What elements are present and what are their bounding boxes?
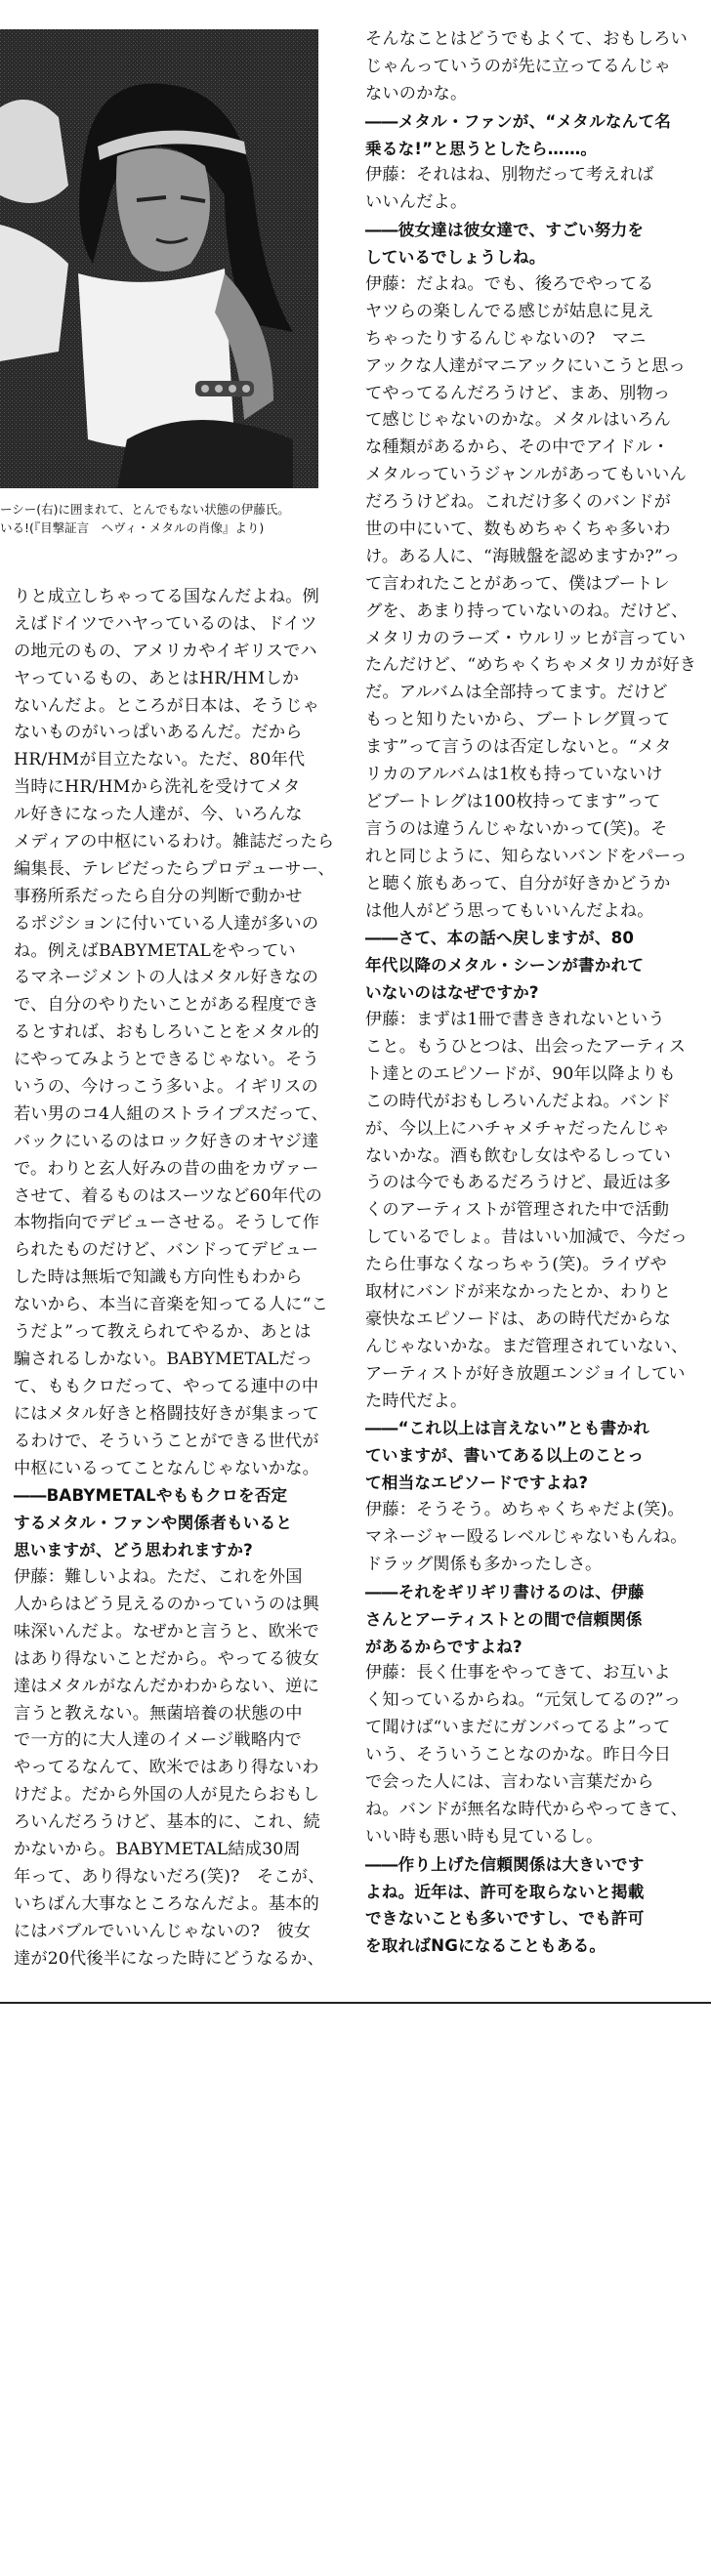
text-line: で一方的に大人達のイメージ戦略内で — [14, 1730, 303, 1751]
text-line: たら仕事なくなっちゃう(笑)。ライヴや — [365, 1255, 667, 1275]
interviewer-question-line: 思いますが、どう思われますか? — [14, 1541, 253, 1560]
text-line: 伊藤：それはね、別物だって考えれば — [365, 165, 654, 186]
text-line: そんなことはどうでもよくて、おもしろい — [365, 29, 689, 49]
text-line: るとすれば、おもしろいことをメタル的 — [14, 1022, 319, 1043]
text-line: 味深いんだよ。なぜかと言うと、欧米で — [14, 1621, 319, 1641]
text-line: もっと知りたいから、ブートレグ買って — [365, 710, 671, 730]
text-line: たんだけど、“めちゃくちゃメタリカが好き — [365, 655, 697, 676]
text-line: だろうけどね。これだけ多くのバンドが — [365, 492, 671, 513]
text-line: メディアの中枢にいるわけ。雑誌だったら — [14, 832, 335, 852]
interviewer-question-line: ――“これ以上は言えない”とも書かれ — [365, 1419, 649, 1438]
caption-line-1: ーシー(右)に囲まれて、とんでもない状態の伊藤氏。 — [0, 502, 290, 517]
text-line: て、ももクロだって、やってる連中の中 — [14, 1376, 319, 1396]
text-line: ヤツらの楽しんでる感じが姑息に見え — [365, 301, 654, 321]
text-line: 伊藤：難しいよね。ただ、これを外国 — [14, 1567, 303, 1588]
text-line: ないから、本当に音楽を知ってる人に“こ — [14, 1295, 328, 1315]
text-line: られたものだけど、バンドってデビュー — [14, 1240, 319, 1261]
text-line: 若い男のコ4人組のストライプスだって、 — [14, 1103, 329, 1124]
text-line: ないものがいっぱいあるんだ。だから — [14, 723, 303, 743]
interviewer-question-line: 年代以降のメタル・シーンが書かれて — [365, 956, 645, 976]
text-line: うのは今でもあるだろうけど、最近は多 — [365, 1173, 671, 1193]
text-line: で、自分のやりたいことがある程度でき — [14, 995, 319, 1016]
text-line: るマネージメントの人はメタル好きなの — [14, 968, 319, 988]
text-line: 豪快なエピソードは、あの時代だからな — [365, 1309, 671, 1329]
text-line: が、今以上にハチャメチャだったんじゃ — [365, 1118, 670, 1139]
text-line: グを、あまり持っていないのね。だけど、 — [365, 601, 689, 621]
text-line: くのアーティストが管理された中で活動 — [365, 1200, 670, 1221]
text-line: ないんだよ。ところが日本は、そうじゃ — [14, 695, 319, 716]
text-line: 当時にHR/HMから洗礼を受けてメタ — [14, 777, 301, 798]
text-line: りと成立しちゃってる国なんだよね。例 — [14, 587, 319, 606]
text-line: 中枢にいるってことなんじゃないかな。 — [14, 1458, 319, 1478]
text-line: メタルっていうジャンルがあってもいいん — [365, 465, 687, 485]
text-line: だ。アルバムは全部持ってます。だけど — [365, 683, 668, 703]
text-line: 人からはどう見えるのかっていうのは興 — [14, 1594, 319, 1614]
text-line: この時代がおもしろいんだよね。バンド — [365, 1091, 671, 1111]
text-line: どブートレグは100枚持ってます”って — [365, 791, 661, 811]
text-line: と聴く旅もあって、自分が好きかどうか — [365, 873, 671, 893]
text-line: うだよ”って教えられてやるか、あとは — [14, 1322, 312, 1343]
text-line: 取材にバンドが来なかったとか、わりと — [365, 1281, 671, 1302]
text-line: 言うと教えない。無菌培養の状態の中 — [14, 1703, 303, 1724]
photo-illustration — [0, 29, 318, 488]
text-line: 伊藤：だよね。でも、後ろでやってる — [365, 274, 654, 295]
photo-caption — [0, 500, 328, 537]
interviewer-question-line: よね。近年は、許可を取らないと掲載 — [365, 1882, 645, 1901]
text-line: 事務所系だったら自分の判断で動かせ — [14, 886, 303, 906]
text-line: 本物指向でデビューさせる。そうして作 — [14, 1213, 319, 1233]
text-line: は他人がどう思ってもいいんだよね。 — [365, 900, 654, 921]
text-line: な種類があるから、その中でアイドル・ — [365, 437, 670, 458]
text-line: 伊藤：長く仕事をやってきて、お互いよ — [365, 1663, 671, 1683]
interviewer-question-line: ――BABYMETALやももクロを否定 — [14, 1486, 288, 1506]
text-line: て感じじゃないのかな。メタルはいろん — [365, 410, 671, 431]
interviewer-question-line: があるからですよね? — [365, 1637, 523, 1656]
text-line: 騙されるしかない。BABYMETALだっ — [14, 1349, 314, 1369]
interviewer-question-line: ――メタル・ファンが、“メタルなんて名 — [365, 111, 672, 131]
text-line: ちゃったりするんじゃないの? マニ — [365, 328, 647, 349]
text-line: ないかな。酒も飲むし女はやるしってい — [365, 1145, 671, 1166]
text-line: いう、そういうことなのかな。昨日今日 — [365, 1745, 671, 1766]
text-line: 達が20代後半になった時にどうなるか、 — [14, 1948, 324, 1969]
interviewer-question-line: ――彼女達は彼女達で、すごい努力を — [365, 221, 645, 240]
text-line: れと同じように、知らないバンドをパーっ — [365, 846, 688, 866]
page-bottom-rule — [0, 2002, 711, 2004]
text-line: 伊藤：そうそう。めちゃくちゃだよ(笑)。 — [365, 1500, 685, 1520]
text-line: マネージャー殴るレベルじゃないもんね。 — [365, 1526, 688, 1547]
text-line: て言われたことがあって、僕はブートレ — [365, 573, 670, 594]
article-photo — [0, 29, 318, 488]
text-line: いうの、今けっこう多いよ。イギリスの — [14, 1077, 318, 1098]
text-line: く知っているからね。“元気してるの?”っ — [365, 1690, 681, 1711]
text-line: メタリカのラーズ・ウルリッヒが言ってい — [365, 628, 687, 648]
text-line: ヤっているもの、あとはHR/HMしか — [14, 668, 300, 688]
text-line: いちばん大事なところなんだよ。基本的 — [14, 1893, 319, 1914]
right-text-column — [365, 26, 703, 2018]
text-line: させて、着るものはスーツなど60年代の — [14, 1185, 322, 1206]
text-line: えばドイツでハヤっているのは、ドイツ — [14, 613, 317, 634]
text-line: 年って、あり得ないだろ(笑)? そこが、 — [14, 1866, 325, 1887]
text-line: 世の中にいて、数もめちゃくちゃ多いわ — [365, 519, 671, 540]
interviewer-question-line: さんとアーティストとの間で信頼関係 — [365, 1609, 643, 1629]
text-line: いいんだよ。 — [365, 192, 468, 213]
text-line: にはバブルでいいんじゃないの? 彼女 — [14, 1921, 312, 1941]
caption-line-2: いる!(『目撃証言 ヘヴィ・メタルの肖像』より) — [0, 520, 265, 535]
text-line: アーティストが好き放題エンジョイしてい — [365, 1363, 686, 1384]
text-line: てやってるんだろうけど、まあ、別物っ — [365, 383, 671, 403]
text-line: しているでしょ。昔はいい加減で、今だっ — [365, 1227, 688, 1248]
text-line: はあり得ないことだから。やってる彼女 — [14, 1648, 319, 1669]
text-line: HR/HMが目立たない。ただ、80年代 — [14, 750, 306, 770]
text-line: た時代だよ。 — [365, 1391, 468, 1411]
text-line: で会った人には、言わない言葉だから — [365, 1772, 654, 1792]
text-line: リカのアルバムは1枚も持っていないけ — [365, 765, 663, 785]
text-line: じゃんっていうのが先に立ってるんじゃ — [365, 56, 671, 76]
text-line: ないのかな。 — [365, 83, 468, 104]
text-line: ね。バンドが無名な時代からやってきて、 — [365, 1799, 689, 1819]
interviewer-question-line: するメタル・ファンや関係者もいると — [14, 1514, 293, 1533]
text-line: かないから。BABYMETAL結成30周 — [14, 1839, 301, 1859]
text-line: 達はメタルがなんだかわからない、逆に — [14, 1676, 319, 1696]
text-line: にやってみようとできるじゃない。そう — [14, 1050, 319, 1070]
text-line: いい時も悪い時も見ているし。 — [365, 1826, 604, 1847]
text-line: ます”って言うのは否定しないと。“メタ — [365, 737, 672, 758]
interviewer-question-line: ――作り上げた信頼関係は大きいです — [365, 1854, 645, 1874]
text-line: るポジションに付いている人達が多いの — [14, 913, 319, 934]
left-text-column — [14, 584, 352, 2576]
text-line: ル好きになった人達が、今、いろんな — [14, 805, 303, 825]
text-line: ね。例えばBABYMETALをやってい — [14, 940, 296, 961]
text-line: 編集長、テレビだったらプロデューサー、 — [14, 858, 335, 879]
text-line: した時は無垢で知識も方向性もわから — [14, 1267, 303, 1288]
text-line: の地元のもの、アメリカやイギリスでハ — [14, 641, 317, 661]
interviewer-question-line: ――さて、本の話へ戻しますが、80 — [365, 929, 635, 948]
text-line: て聞けば“いまだにガンバってるよ”って — [365, 1718, 671, 1738]
text-line: ろいんだろうけど、基本的に、これ、続 — [14, 1812, 321, 1833]
text-line: で。わりと玄人好みの昔の曲をカヴァー — [14, 1158, 319, 1179]
text-line: ドラッグ関係も多かったしさ。 — [365, 1554, 603, 1574]
text-line: アックな人達がマニアックにいこうと思っ — [365, 355, 686, 376]
interviewer-question-line: て相当なエピソードですよね? — [365, 1474, 589, 1493]
text-line: やってるなんて、欧米ではあり得ないわ — [14, 1758, 319, 1778]
text-line: 伊藤：まずは1冊で書ききれないという — [365, 1010, 665, 1030]
interviewer-question-line: できないことも多いですし、でも許可 — [365, 1909, 645, 1929]
interviewer-question-line: ていますが、書いてある以上のことっ — [365, 1446, 645, 1466]
text-line: ト達とのエピソードが、90年以降よりも — [365, 1063, 676, 1084]
interviewer-question-line: を取ればNGになることもある。 — [365, 1936, 606, 1956]
text-line: るわけで、そういうことができる世代が — [14, 1431, 319, 1451]
interviewer-question-line: しているでしょうしね。 — [365, 248, 546, 268]
interviewer-question-line: いないのはなぜですか? — [365, 983, 539, 1003]
text-line: バックにいるのはロック好きのオヤジ達 — [14, 1131, 319, 1151]
text-line: にはメタル好きと格闘技好きが集まって — [14, 1403, 319, 1424]
text-line: け。ある人に、“海賊盤を認めますか?”っ — [365, 546, 681, 566]
interviewer-question-line: ――それをギリギリ書けるのは、伊藤 — [365, 1582, 645, 1601]
interviewer-question-line: 乗るな!”と思うとしたら……。 — [365, 139, 598, 158]
text-line: けだよ。だから外国の人が見たらおもし — [14, 1785, 319, 1806]
text-line: んじゃないかな。まだ管理されていない、 — [365, 1336, 689, 1356]
text-line: こと。もうひとつは、出会ったアーティス — [365, 1036, 687, 1057]
text-line: 言うのは違うんじゃないかって(笑)。そ — [365, 818, 668, 839]
